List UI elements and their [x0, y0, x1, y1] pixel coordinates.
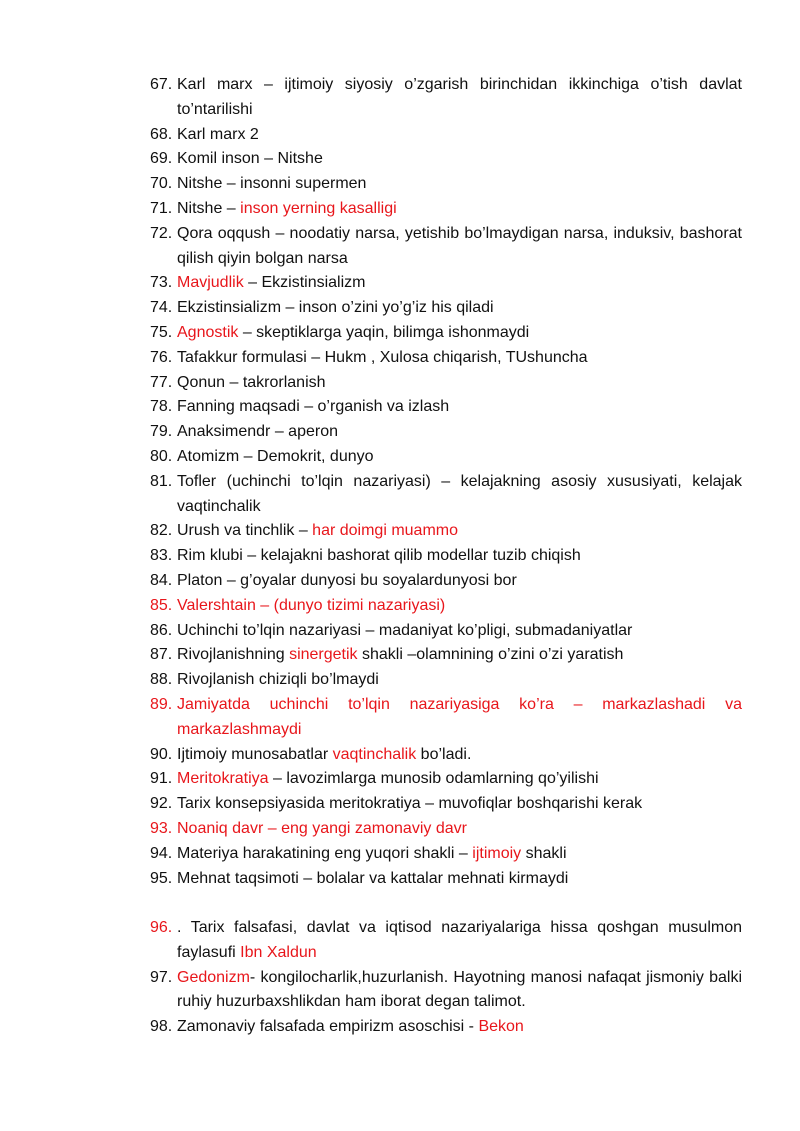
highlighted-text: inson yerning kasalligi — [240, 199, 397, 217]
item-number: 78. — [150, 398, 173, 416]
text-segment: Tofler (uchinchi to’lqin nazariyasi) – kelajakning asosiy xususiyati, kelajak vaqtinchalik — [177, 472, 742, 515]
item-number: 90. — [150, 745, 173, 763]
item-number: 77. — [150, 373, 173, 391]
item-number: 89. — [150, 695, 173, 713]
item-number: 81. — [150, 472, 173, 490]
item-number: 68. — [150, 125, 173, 143]
text-segment: . Tarix falsafasi, davlat va iqtisod nazariyalariga hissa qoshgan musulmon faylasufi — [177, 919, 742, 961]
item-text — [177, 73, 742, 123]
item-text — [177, 767, 742, 792]
list-item — [150, 743, 742, 768]
list-item — [150, 470, 742, 520]
list-item — [150, 619, 742, 644]
item-text — [177, 123, 742, 148]
text-segment: Anaksimendr – aperon — [177, 423, 338, 441]
list-item — [150, 767, 742, 792]
highlighted-text: vaqtinchalik — [332, 745, 417, 763]
list-item — [150, 445, 742, 470]
item-number: 88. — [150, 671, 173, 689]
highlighted-text: Mavjudlik — [177, 274, 244, 292]
item-text — [177, 371, 742, 396]
text-segment: Rivojlanishning — [177, 646, 290, 664]
item-number: 76. — [150, 348, 173, 366]
item-text — [177, 867, 742, 892]
text-segment: Karl marx 2 — [177, 125, 259, 143]
item-text — [177, 470, 742, 520]
list-item — [150, 569, 742, 594]
list-item — [150, 123, 742, 148]
item-number: 67. — [150, 76, 173, 93]
item-number: 69. — [150, 150, 173, 168]
text-segment: Ekzistinsializm – inson o’zini yo’g’iz his qiladi — [177, 299, 494, 317]
item-number: 83. — [150, 547, 173, 565]
list-item — [150, 371, 742, 396]
list-item — [150, 222, 742, 272]
item-text — [177, 544, 742, 569]
text-segment: Materiya harakatining eng yuqori shakli – — [177, 844, 473, 862]
list-item — [150, 1015, 742, 1040]
list-item — [150, 966, 742, 1016]
item-text — [177, 569, 742, 594]
item-text — [177, 222, 742, 272]
item-number: 91. — [150, 770, 173, 788]
list-item — [150, 346, 742, 371]
text-segment: Ijtimoiy munosabatlar — [177, 745, 333, 763]
item-number: 72. — [150, 224, 173, 242]
highlighted-text: ijtimoiy — [472, 844, 522, 862]
highlighted-text: Gedonizm — [177, 968, 250, 986]
item-text — [177, 743, 742, 768]
text-segment: Uchinchi to’lqin nazariyasi – madaniyat ko’pligi, submadaniyatlar — [177, 621, 633, 639]
item-text — [177, 445, 742, 470]
item-number: 87. — [150, 646, 173, 664]
text-segment: shakli — [521, 844, 567, 862]
highlighted-text: Jamiyatda uchinchi to’lqin nazariyasiga ko’ra – markazlashadi va markazlashmaydi — [177, 695, 742, 738]
item-number: 70. — [150, 175, 173, 193]
list-item — [150, 197, 742, 222]
item-number: 85. — [150, 596, 173, 614]
highlighted-text: Agnostik — [177, 323, 239, 341]
list-item — [150, 792, 742, 817]
item-text — [177, 147, 742, 172]
item-text — [177, 346, 742, 371]
highlighted-text: Ibn Xaldun — [240, 943, 317, 961]
item-number: 96. — [150, 919, 173, 937]
text-segment: Tafakkur formulasi – Hukm , Xulosa chiqarish, TUshuncha — [177, 348, 588, 366]
highlighted-text: har doimgi muammo — [312, 522, 458, 540]
item-number: 73. — [150, 274, 173, 292]
item-number: 98. — [150, 1018, 173, 1036]
item-number: 97. — [150, 968, 173, 986]
list-item — [150, 395, 742, 420]
item-text — [177, 966, 742, 1016]
list-item — [150, 668, 742, 693]
list-item — [150, 693, 742, 743]
item-text — [177, 817, 742, 842]
list-item — [150, 147, 742, 172]
list-item — [150, 817, 742, 842]
item-number: 84. — [150, 571, 173, 589]
text-segment: Tarix konsepsiyasida meritokratiya – muvofiqlar boshqarishi kerak — [177, 795, 643, 813]
blank-line — [150, 891, 742, 916]
text-segment: Qora oqqush – noodatiy narsa, yetishib bo’lmaydigan narsa, induksiv, bashorat qilish qiyin bolgan narsa — [177, 224, 742, 267]
item-text — [177, 296, 742, 321]
text-segment: – Ekzistinsializm — [243, 274, 366, 292]
text-segment: Karl marx – ijtimoiy siyosiy o’zgarish birinchidan ikkinchiga o’tish davlat to’ntarilishi — [177, 76, 742, 118]
item-text — [177, 916, 742, 966]
text-segment: Zamonaviy falsafada empirizm asoschisi - — [177, 1018, 479, 1036]
list-item — [150, 594, 742, 619]
list-item — [150, 643, 742, 668]
list-item — [150, 172, 742, 197]
item-number: 92. — [150, 795, 173, 813]
item-number: 82. — [150, 522, 173, 540]
item-text — [177, 271, 742, 296]
list-item — [150, 867, 742, 892]
text-segment: Nitshe – — [177, 199, 241, 217]
list-item — [150, 73, 742, 123]
list-item — [150, 420, 742, 445]
text-segment: Fanning maqsadi – o’rganish va izlash — [177, 398, 450, 416]
highlighted-text: Valershtain – (dunyo tizimi nazariyasi) — [177, 596, 446, 614]
item-number: 93. — [150, 819, 173, 837]
list-item — [150, 519, 742, 544]
item-number: 94. — [150, 844, 173, 862]
item-text — [177, 519, 742, 544]
text-segment: Nitshe – insonni supermen — [177, 175, 367, 193]
item-text — [177, 594, 742, 619]
item-text — [177, 693, 742, 743]
item-text — [177, 792, 742, 817]
item-text — [177, 619, 742, 644]
highlighted-text: Meritokratiya — [177, 770, 269, 788]
highlighted-text: Noaniq davr – eng yangi zamonaviy davr — [177, 819, 467, 837]
list-item — [150, 296, 742, 321]
item-number: 79. — [150, 423, 173, 441]
item-text — [177, 172, 742, 197]
text-segment: – skeptiklarga yaqin, bilimga ishonmaydi — [238, 323, 530, 341]
item-text — [177, 197, 742, 222]
text-segment: bo’ladi. — [416, 745, 472, 763]
text-segment: Rim klubi – kelajakni bashorat qilib modellar tuzib chiqish — [177, 547, 581, 565]
list-item — [150, 321, 742, 346]
highlighted-text: sinergetik — [289, 646, 358, 664]
item-text — [177, 321, 742, 346]
item-number: 80. — [150, 447, 173, 465]
item-text — [177, 668, 742, 693]
item-text — [177, 1015, 742, 1040]
item-text — [177, 842, 742, 867]
item-number: 86. — [150, 621, 173, 639]
text-segment: - kongilocharlik,huzurlanish. Hayotning manosi nafaqat jismoniy balki ruhiy huzurbaxshlikdan ham iborat degan talimot. — [177, 968, 742, 1011]
text-segment: – lavozimlarga munosib odamlarning qo’yilishi — [268, 770, 599, 788]
numbered-list — [150, 73, 742, 1040]
text-segment: Mehnat taqsimoti – bolalar va kattalar mehnati kirmaydi — [177, 869, 569, 887]
item-number: 75. — [150, 323, 173, 341]
item-number: 74. — [150, 299, 173, 317]
list-item — [150, 916, 742, 966]
highlighted-text: Bekon — [478, 1018, 524, 1036]
item-text — [177, 395, 742, 420]
text-segment: Atomizm – Demokrit, dunyo — [177, 447, 374, 465]
item-number: 71. — [150, 199, 173, 217]
text-segment: shakli –olamnining o’zini o’zi yaratish — [357, 646, 624, 664]
list-item — [150, 544, 742, 569]
item-number: 95. — [150, 869, 173, 887]
text-segment: Qonun – takrorlanish — [177, 373, 326, 391]
text-segment: Rivojlanish chiziqli bo’lmaydi — [177, 671, 379, 689]
list-item — [150, 842, 742, 867]
item-text — [177, 643, 742, 668]
text-segment: Platon – g’oyalar dunyosi bu soyalardunyosi bor — [177, 571, 517, 589]
text-segment: Urush va tinchlik – — [177, 522, 313, 540]
item-text — [177, 420, 742, 445]
list-item — [150, 271, 742, 296]
text-segment: Komil inson – Nitshe — [177, 150, 323, 168]
